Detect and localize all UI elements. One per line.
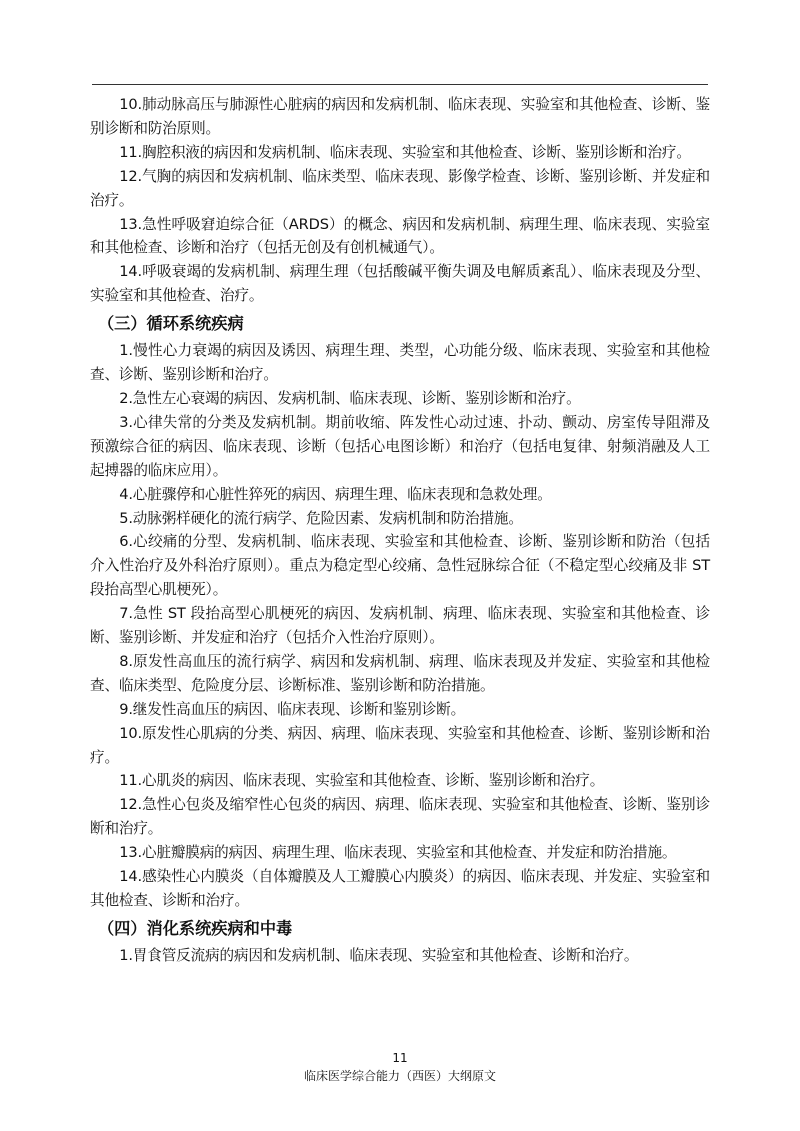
- circulatory-item-4: 4.心脏骤停和心脏性猝死的病因、病理生理、临床表现和急救处理。: [119, 485, 552, 503]
- digestive-item-1: 1.胃食管反流病的病因和发病机制、临床表现、实验室和其他检查、诊断和治疗。: [119, 946, 639, 964]
- circulatory-item-2: 2.急性左心衰竭的病因、发病机制、临床表现、诊断、鉴别诊断和治疗。: [119, 389, 581, 407]
- circulatory-item-8: 8.原发性高血压的流行病学、病因和发病机制、病理、临床表现及并发症、实验室和其他检查、临床类型、危险度分层、诊断标准、鉴别诊断和防治措施。: [90, 652, 710, 694]
- circulatory-item-3: 3.心律失常的分类及发病机制。期前收缩、阵发性心动过速、扑动、颤动、房室传导阻滞及预激综合征的病因、临床表现、诊断（包括心电图诊断）和治疗（包括电复律、射频消融及人工起搏器的临床应用）。: [90, 413, 710, 479]
- footer-title: 临床医学综合能力（西医）大纲原文: [303, 1069, 496, 1083]
- circulatory-item-11: 11.心肌炎的病因、临床表现、实验室和其他检查、诊断、鉴别诊断和治疗。: [119, 772, 605, 790]
- circulatory-item-9: 9.继发性高血压的病因、临床表现、诊断和鉴别诊断。: [119, 700, 466, 718]
- document-body: [90, 93, 710, 968]
- respiratory-item-12: 12.气胸的病因和发病机制、临床类型、临床表现、影像学检查、诊断、鉴别诊断、并发症和治疗。: [90, 167, 710, 209]
- page-number: 11: [392, 1051, 408, 1065]
- circulatory-item-1: 1.慢性心力衰竭的病因及诱因、病理生理、类型，心功能分级、临床表现、实验室和其他检查、诊断、鉴别诊断和治疗。: [90, 342, 710, 384]
- respiratory-item-10: 10.肺动脉高压与肺源性心脏病的病因和发病机制、临床表现、实验室和其他检查、诊断、鉴别诊断和防治原则。: [90, 96, 710, 137]
- respiratory-item-14: 14.呼吸衰竭的发病机制、病理生理（包括酸碱平衡失调及电解质紊乱）、临床表现及分型、实验室和其他检查、治疗。: [90, 263, 710, 305]
- section-heading-circulatory: （三）循环系统疾病: [98, 314, 244, 334]
- circulatory-item-10: 10.原发性心肌病的分类、病因、病理、临床表现、实验室和其他检查、诊断、鉴别诊断和治疗。: [90, 724, 710, 766]
- header-rule: [92, 84, 708, 85]
- respiratory-item-11: 11.胸腔积液的病因和发病机制、临床表现、实验室和其他检查、诊断、鉴别诊断和治疗。: [119, 143, 691, 161]
- respiratory-item-13: 13.急性呼吸窘迫综合征（ARDS）的概念、病因和发病机制、病理生理、临床表现、实验室和其他检查、诊断和治疗（包括无创及有创机械通气）。: [90, 215, 710, 257]
- circulatory-item-5: 5.动脉粥样硬化的流行病学、危险因素、发病机制和防治措施。: [119, 509, 523, 527]
- circulatory-item-7: 7.急性 ST 段抬高型心肌梗死的病因、发病机制、病理、临床表现、实验室和其他检查、诊断、鉴别诊断、并发症和治疗（包括介入性治疗原则）。: [90, 605, 710, 647]
- circulatory-item-12: 12.急性心包炎及缩窄性心包炎的病因、病理、临床表现、实验室和其他检查、诊断、鉴别诊断和治疗。: [90, 796, 710, 838]
- circulatory-item-6: 6.心绞痛的分型、发病机制、临床表现、实验室和其他检查、诊断、鉴别诊断和防治（包括介入性治疗及外科治疗原则）。重点为稳定型心绞痛、急性冠脉综合征（不稳定型心绞痛及非 ST 段抬高型心肌梗死）。: [90, 533, 710, 599]
- section-heading-digestive: （四）消化系统疾病和中毒: [98, 918, 293, 938]
- circulatory-item-13: 13.心脏瓣膜病的病因、病理生理、临床表现、实验室和其他检查、并发症和防治措施。: [119, 844, 677, 862]
- circulatory-item-14: 14.感染性心内膜炎（自体瓣膜及人工瓣膜心内膜炎）的病因、临床表现、并发症、实验室和其他检查、诊断和治疗。: [90, 868, 710, 909]
